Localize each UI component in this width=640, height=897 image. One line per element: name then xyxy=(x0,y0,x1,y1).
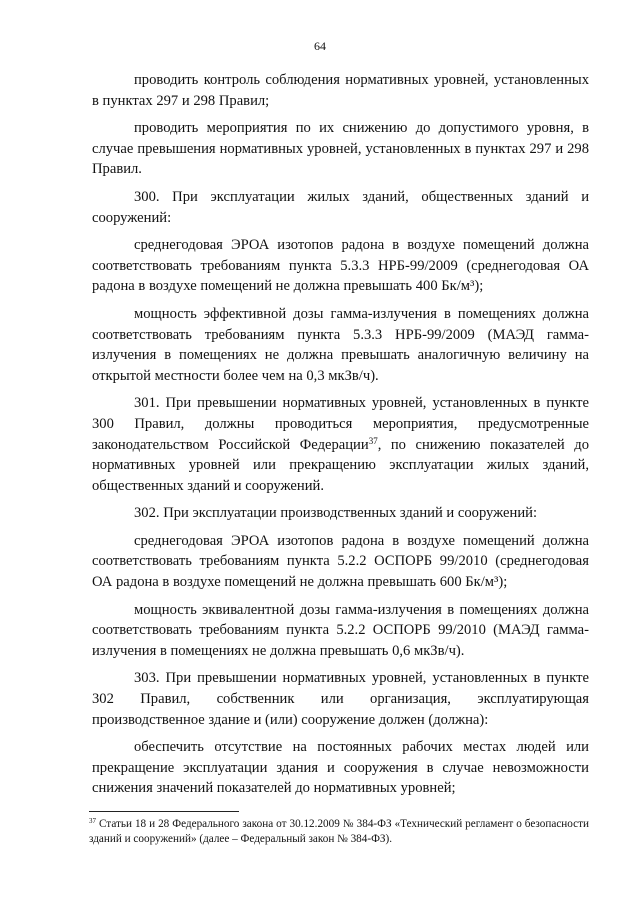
footnote-separator xyxy=(89,811,239,812)
paragraph-300-gamma: мощность эффективной дозы гамма-излучения в помещениях должна соответствовать требованиям пункта 5.3.3 НРБ-99/2009 (МАЭД гамма-излучения в помещениях не должна превышать аналогичную величину на открытой местности более чем на 0,3 мкЗв/ч). xyxy=(92,305,589,384)
footnote-reference: 37 xyxy=(368,435,378,446)
paragraph-control: проводить контроль соблюдения нормативных уровней, установленных в пунктах 297 и 298 Правил; xyxy=(92,72,589,109)
paragraph-301-text-after: , по снижению показателей до нормативных уровней или прекращению эксплуатации жилых зданий, общественных зданий и сооружений. xyxy=(92,436,589,494)
paragraph-303-ensure: обеспечить отсутствие на постоянных рабочих местах людей или прекращение эксплуатации здания и сооружения в случае невозможности снижения значений показателей до нормативных уровней; xyxy=(92,739,589,797)
page-number: 64 xyxy=(314,39,326,53)
footnote-text: Статьи 18 и 28 Федерального закона от 30.12.2009 № 384-ФЗ «Технический регламент о безопасности зданий и сооружений» (далее – Федеральный закон № 384-ФЗ). xyxy=(89,818,589,845)
paragraph-300-radon: среднегодовая ЭРОА изотопов радона в воздухе помещений должна соответствовать требованиям пункта 5.3.3 НРБ-99/2009 (среднегодовая ОА радона в воздухе помещений не должна превышать 400 Бк/м³); xyxy=(92,237,589,295)
footnote xyxy=(89,817,589,847)
paragraph-302-gamma: мощность эквивалентной дозы гамма-излучения в помещениях должна соответствовать требованиям пункта 5.2.2 ОСПОРБ 99/2010 (МАЭД гамма-излучения в помещениях не должна превышать 0,6 мкЗв/ч). xyxy=(92,601,589,659)
paragraph-302-radon: среднегодовая ЭРОА изотопов радона в воздухе помещений должна соответствовать требованиям пункта 5.2.2 ОСПОРБ 99/2010 (среднегодовая ОА радона в воздухе помещений не должна превышать 600 Бк/м³); xyxy=(92,532,589,591)
paragraph-301 xyxy=(92,393,589,496)
paragraph-303: 303. При превышении нормативных уровней, установленных в пункте 302 Правил, собственник или организация, эксплуатирующая производственное здание и (или) сооружение должен (должна): xyxy=(92,670,589,728)
footnote-marker: 37 xyxy=(89,817,96,825)
paragraph-302: 302. При эксплуатации производственных зданий и сооружений: xyxy=(134,505,538,522)
paragraph-300: 300. При эксплуатации жилых зданий, общественных зданий и сооружений: xyxy=(92,188,589,226)
paragraph-301-text-before: 301. При превышении нормативных уровней, установленных в пункте 300 Правил, должны проводиться мероприятия, предусмотренные законодательством Российской Федерации xyxy=(92,395,589,453)
paragraph-reduction: проводить мероприятия по их снижению до допустимого уровня, в случае превышения нормативных уровней, установленных в пунктах 297 и 298 Правил. xyxy=(92,120,589,178)
body-text xyxy=(92,70,589,806)
